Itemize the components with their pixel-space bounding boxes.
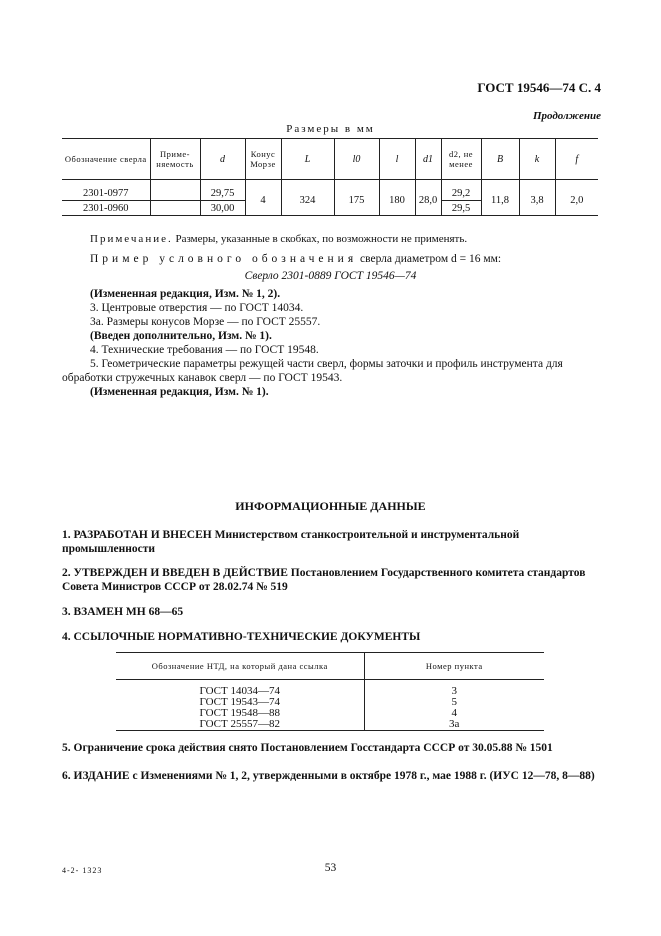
designation-example-intro — [90, 253, 501, 265]
table-header-row — [62, 139, 598, 180]
clause-5: 5. Геометрические параметры режущей части сверл, формы заточки и профиль инструмента для обработки стружечных канавок сверл — по ГОСТ 19543. — [62, 358, 563, 384]
info-item-5: 5. Ограничение срока действия снято Постановлением Госстандарта СССР от 30.05.88 № 1501 — [62, 742, 553, 754]
cell-l: 180 — [379, 186, 415, 216]
cell-d: 29,75 — [200, 186, 245, 201]
cell-d2: 29,2 — [441, 186, 481, 201]
ref-item: 5 — [364, 697, 544, 708]
clause-3: 3. Центровые отверстия — по ГОСТ 14034. — [90, 302, 304, 314]
cell-d: 30,00 — [200, 201, 245, 216]
note-text: Размеры, указанные в скобках, по возможности не применять. — [175, 233, 468, 245]
designation-example: Сверло 2301-0889 ГОСТ 19546—74 — [244, 270, 417, 282]
table-row — [116, 708, 544, 719]
cell-k: 3,8 — [519, 186, 555, 216]
print-code: 4-2- 1323 — [62, 866, 103, 875]
page-number: 53 — [324, 862, 337, 874]
col-ref-item: Номер пункта — [364, 653, 544, 680]
clauses — [62, 287, 602, 399]
cell-f: 2,0 — [555, 186, 598, 216]
col-k: k — [519, 139, 555, 180]
note-label: Примечание. — [90, 233, 173, 245]
info-item-2: 2. УТВЕРЖДЕН И ВВЕДЕН В ДЕЙСТВИЕ Постановлением Государственного комитета стандартов Совета Министров СССР от 28.02.74 № 519 — [62, 567, 586, 593]
references-header-row — [116, 653, 544, 680]
continuation-label: Продолжение — [532, 110, 601, 122]
col-l: l — [379, 139, 415, 180]
ref-doc: ГОСТ 19543—74 — [199, 696, 280, 708]
col-ref-doc: Обозначение НТД, на который дана ссылка — [116, 653, 364, 680]
col-L: L — [281, 139, 334, 180]
table-row — [116, 697, 544, 708]
cell-l0: 175 — [334, 186, 379, 216]
clause-added: (Введен дополнительно, Изм. № 1). — [90, 330, 272, 342]
cell-B: 11,8 — [481, 186, 519, 216]
info-item-3: 3. ВЗАМЕН МН 68—65 — [62, 606, 184, 618]
ref-item: 3 — [364, 686, 544, 697]
ref-item: 4 — [364, 708, 544, 719]
ref-doc: ГОСТ 19548—88 — [199, 707, 280, 719]
col-f: f — [555, 139, 598, 180]
table-row — [116, 686, 544, 697]
clause-3a: 3а. Размеры конусов Морзе — по ГОСТ 25557. — [90, 316, 321, 328]
cell-applicability — [150, 201, 200, 216]
col-B: B — [481, 139, 519, 180]
clause-4: 4. Технические требования — по ГОСТ 19548. — [90, 344, 319, 356]
ref-item: 3а — [364, 719, 544, 731]
table-row — [62, 186, 598, 201]
info-item-4: 4. ССЫЛОЧНЫЕ НОРМАТИВНО-ТЕХНИЧЕСКИЕ ДОКУМЕНТЫ — [62, 631, 421, 643]
col-l0: l0 — [334, 139, 379, 180]
col-morse: Конус Морзе — [245, 139, 281, 180]
info-item-1: 1. РАЗРАБОТАН И ВНЕСЕН Министерством станкостроительной и инструментальной промышленности — [62, 529, 520, 555]
table-note — [90, 233, 467, 245]
info-item-6: 6. ИЗДАНИЕ с Изменениями № 1, 2, утвержденными в октябре 1978 г., мае 1988 г. (ИУС 12—78, 8—88) — [62, 770, 595, 782]
dimensions-table — [62, 138, 598, 216]
col-d: d — [200, 139, 245, 180]
page-header: ГОСТ 19546—74 С. 4 — [477, 80, 601, 95]
cell-applicability — [150, 186, 200, 201]
info-title: ИНФОРМАЦИОННЫЕ ДАННЫЕ — [235, 499, 426, 513]
table-row — [116, 719, 544, 731]
dimensions-title: Размеры в мм — [286, 123, 375, 135]
col-d2: d2, не менее — [441, 139, 481, 180]
cell-designation: 2301-0960 — [62, 201, 150, 216]
col-applicability: Приме- няемость — [150, 139, 200, 180]
example-text: сверла диаметром d = 16 мм: — [360, 253, 502, 265]
cell-L: 324 — [281, 186, 334, 216]
col-d1: d1 — [415, 139, 441, 180]
ref-doc: ГОСТ 25557—82 — [116, 719, 364, 731]
references-table — [116, 652, 544, 731]
clause-amendment: (Измененная редакция, Изм. № 1, 2). — [90, 288, 281, 300]
col-designation: Обозначение сверла — [62, 139, 150, 180]
cell-morse: 4 — [245, 186, 281, 216]
cell-d1: 28,0 — [415, 186, 441, 216]
example-label: Пример условного обозначения — [90, 253, 358, 265]
cell-designation: 2301-0977 — [83, 187, 129, 199]
ref-doc: ГОСТ 14034—74 — [199, 685, 280, 697]
clause-amendment-2: (Измененная редакция, Изм. № 1). — [90, 386, 269, 398]
cell-d2: 29,5 — [441, 201, 481, 216]
